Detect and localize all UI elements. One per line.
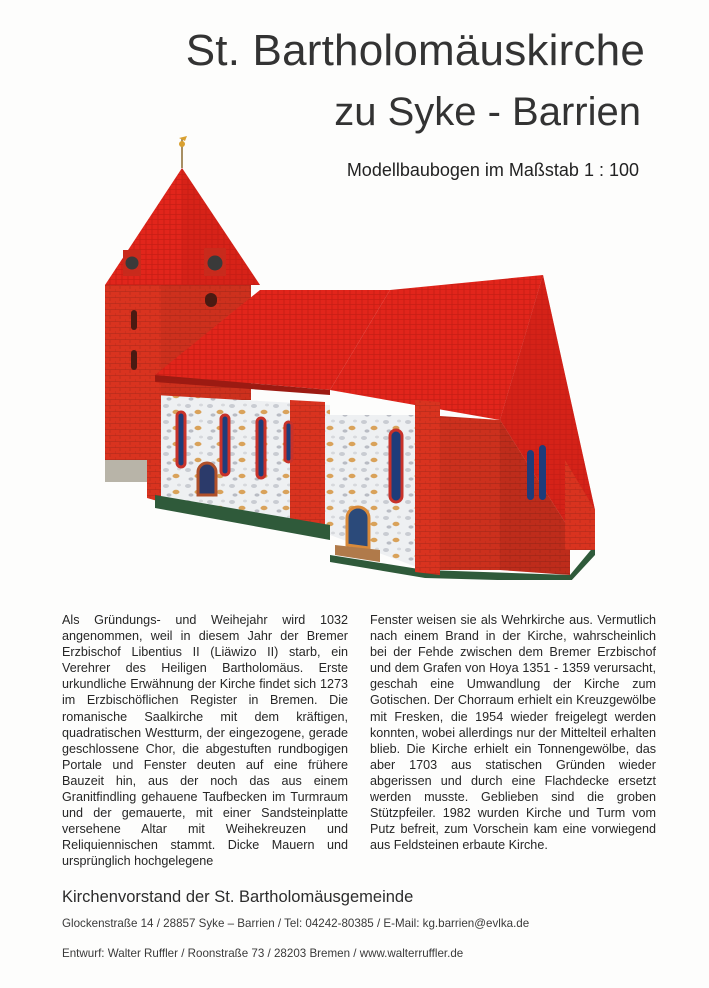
history-text-right [370,612,656,853]
page-title: St. Bartholomäuskirche [185,26,645,75]
footer-address: Glockenstraße 14 / 28857 Syke – Barrien / Tel: 04242-80385 / E-Mail: kg.barrien@evlka.de [62,917,530,930]
page-title-location: zu Syke - Barrien [334,90,641,134]
page-subtitle: Modellbaubogen im Maßstab 1 : 100 [346,160,639,180]
footer-design-credit: Entwurf: Walter Ruffler / Roonstraße 73 / 28203 Bremen / www.walterruffler.de [62,947,464,960]
church-model-illustration [95,130,605,580]
history-text-left [62,612,348,870]
footer-organization: Kirchenvorstand der St. Bartholomäusgemeinde [62,888,414,906]
nave-wall [147,392,330,540]
history-paragraph-left: Als Gründungs- und Weihejahr wird 1032 angenommen, weil in diesem Jahr der Bremer Erzbischof Libentius II (Liäwizo II) starb, ein Verehrer des Heiligen Bartholomäus. Erste urkundliche Erwähnung der Kirche findet sich 1273 im Erzbischöflichen Register in Bremen. Die romanische Saalkirche mit dem kräftigen, quadratischen Westturm, der eingezogene, gerade geschlossene Chor, die abgestuften rundbogigen Portale und Fenster deuten auf eine frühere Bauzeit hin, aus der noch das aus einem Granitfindling gehauene Taufbecken im Turmraum und der gemauerte, mit einer Sandsteinplatte versehene Altar mit Weihekreuzen und Reliquiennischen stammt. Dicke Mauern und ursprünglich hochgelegene [62,613,348,869]
weathervane-icon [179,136,187,168]
history-paragraph-right: Fenster weisen sie als Wehrkirche aus. Vermutlich nach einem Brand in der Kirche, wahrscheinlich bei der Fehde zwischen dem Bremer Erzbischof und dem Grafen von Hoya 1351 - 1359 verursacht, geschah eine Umwandlung der Kirche zum Gotischen. Der Chorraum erhielt ein Kreuzgewölbe mit Fresken, die 1954 wieder freigelegt werden konnten, wobei allerdings nur der Mittelteil erhalten blieb. Die Kirche erhielt ein Tonnengewölbe, das aber 1703 aus statischen Gründen wieder abgerissen und durch eine Flachdecke ersetzt werden musste. Geblieben sind die groben Stützpfeiler. 1982 wurden Kirche und Turm vom Putz befreit, zum Vorschein kam eine vorwiegend aus Feldsteinen erbaute Kirche. [370,613,656,853]
